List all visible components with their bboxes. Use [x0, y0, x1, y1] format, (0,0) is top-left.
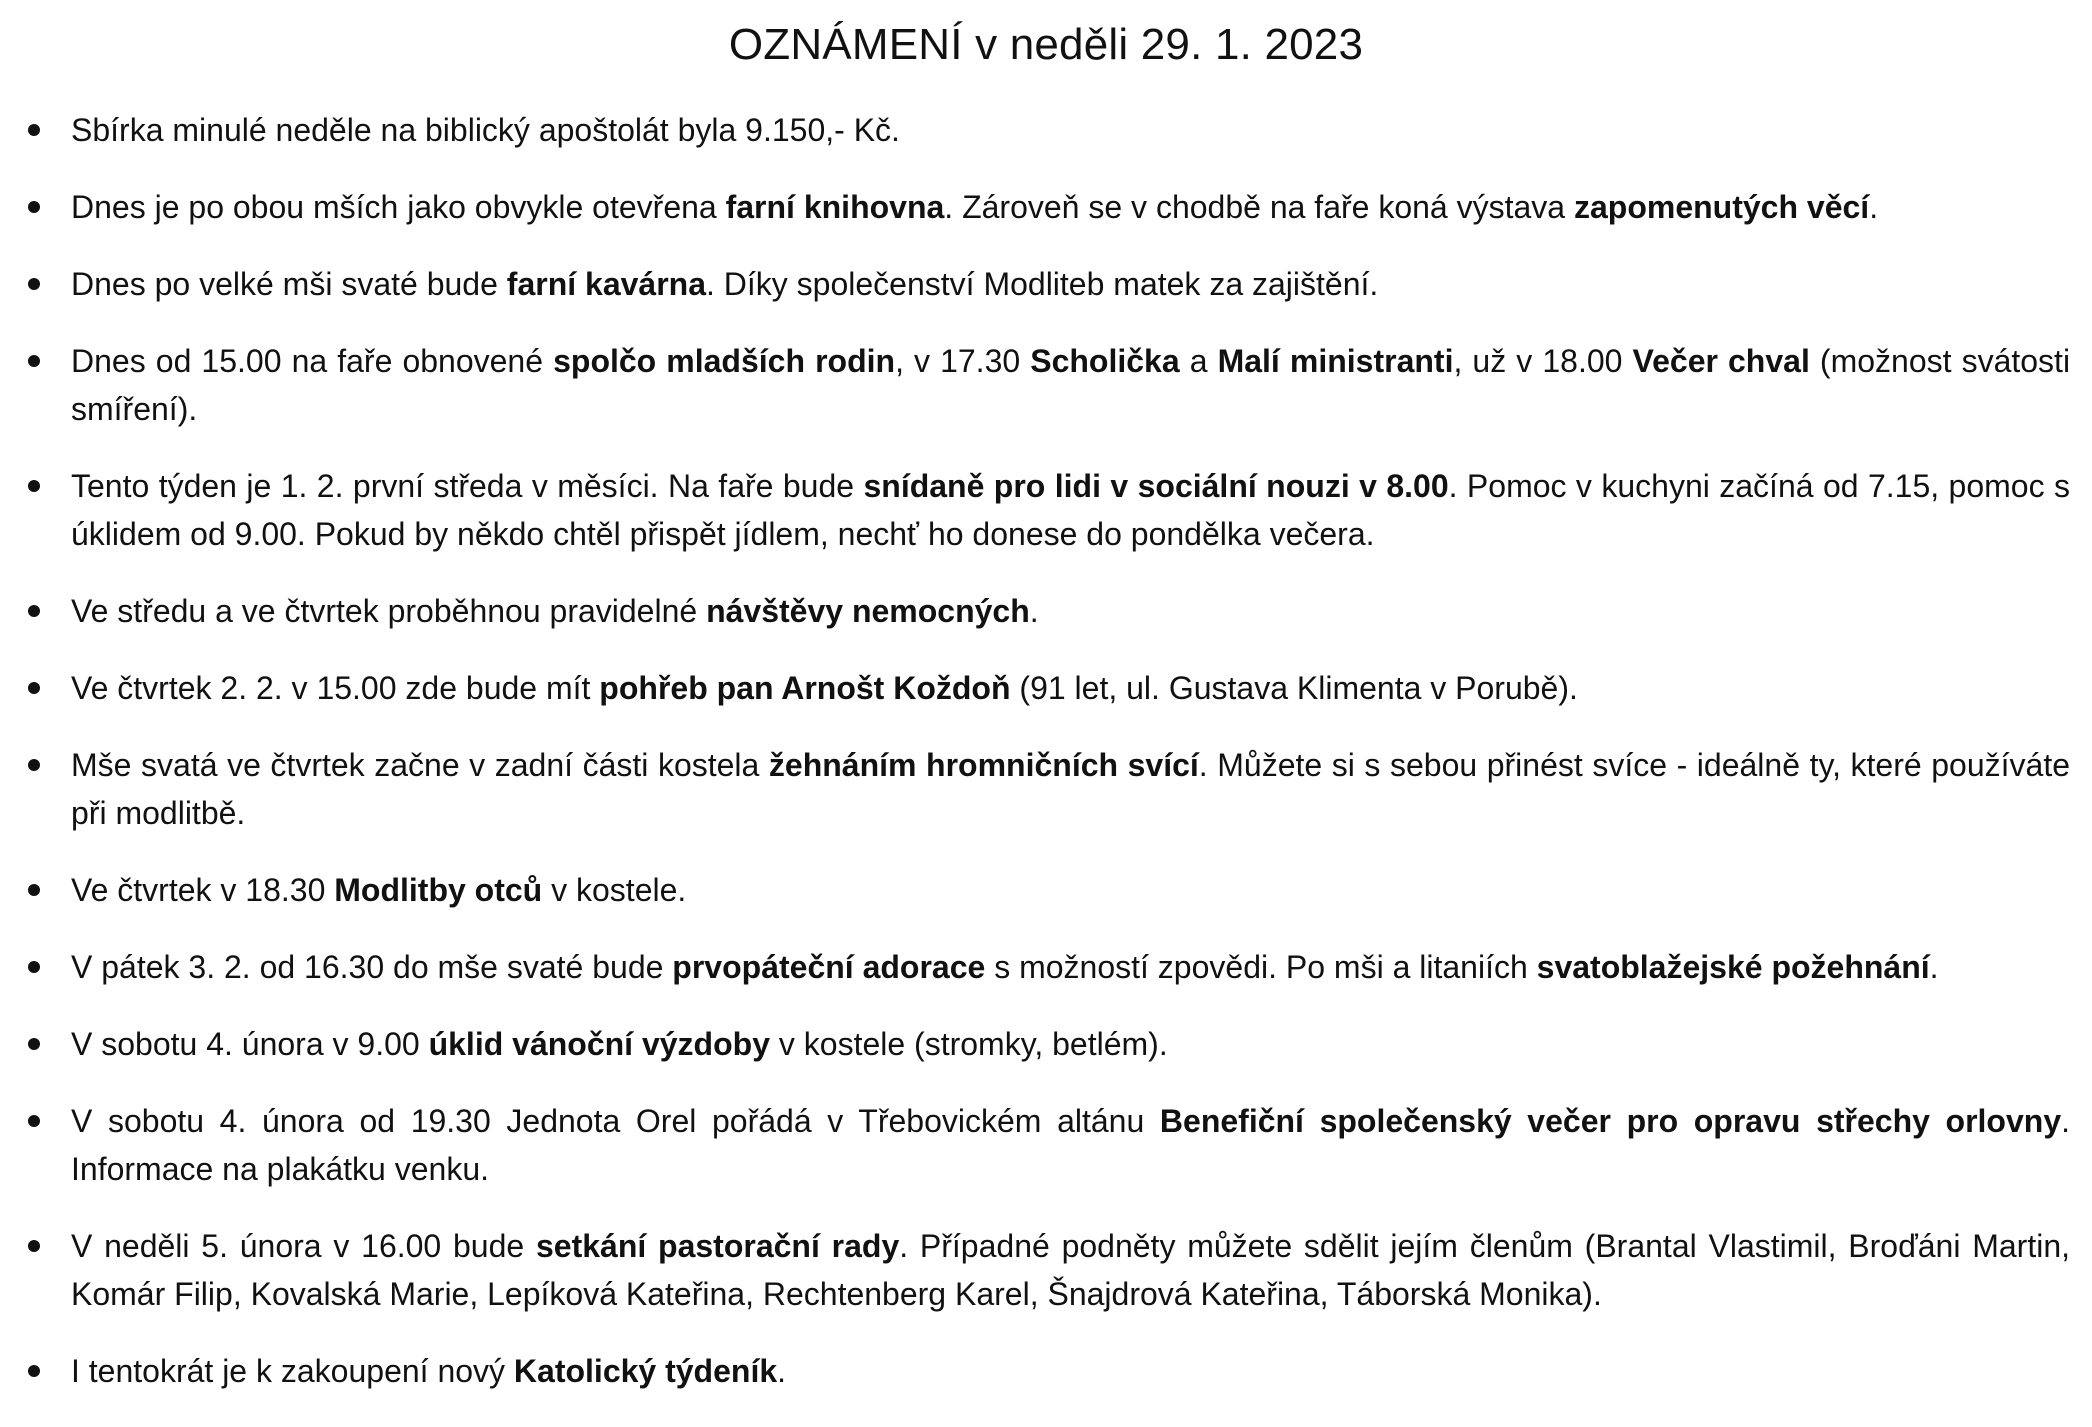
announcement-item: [0, 1347, 2070, 1395]
announcement-item: [0, 664, 2070, 712]
bullet-icon: [28, 1240, 40, 1252]
item-text: , v 17.30: [895, 343, 1031, 379]
item-text: V sobotu 4. února v 9.00: [71, 1026, 429, 1062]
highlighted-text: prvopáteční adorace: [672, 949, 986, 985]
item-text: . Můžete si s sebou přinést svíce - ideálně ty, které používáte při modlitbě.: [71, 747, 2070, 831]
item-text: Dnes od 15.00 na faře obnovené: [71, 343, 554, 379]
item-text: . Zároveň se v chodbě na faře koná výstava: [944, 189, 1574, 225]
highlighted-text: farní knihovna: [725, 189, 945, 225]
bullet-icon: [28, 480, 40, 492]
announcement-item: [0, 106, 2070, 154]
announcement-item: [0, 337, 2070, 433]
announcement-item: [0, 1020, 2070, 1068]
item-text: v kostele.: [542, 872, 687, 908]
item-text: . Díky společenství Modliteb matek za zajištění.: [706, 266, 1379, 302]
bullet-icon: [28, 605, 40, 617]
page-title: OZNÁMENÍ v neděli 29. 1. 2023: [728, 20, 1364, 69]
bullet-icon: [28, 1365, 40, 1377]
announcement-item: [0, 587, 2070, 635]
announcement-item: [0, 741, 2070, 837]
announcement-item: [0, 260, 2070, 308]
announcement-list: [0, 106, 2092, 1424]
item-text: .: [1869, 189, 1879, 225]
highlighted-text: setkání pastorační rady: [535, 1228, 900, 1264]
item-text: Sbírka minulé neděle na biblický apoštolát byla 9.150,- Kč.: [71, 112, 900, 148]
bullet-icon: [28, 1115, 40, 1127]
item-text: Ve čtvrtek v 18.30: [71, 872, 335, 908]
item-text: V sobotu 4. února od 19.30 Jednota Orel pořádá v Třebovickém altánu: [71, 1103, 1160, 1139]
item-text: Ve čtvrtek 2. 2. v 15.00 zde bude mít: [71, 670, 600, 706]
highlighted-text: farní kavárna: [506, 266, 706, 302]
item-text: Dnes je po obou mších jako obvykle otevřena: [71, 189, 726, 225]
highlighted-text: Malí ministranti: [1217, 343, 1454, 379]
highlighted-text: Scholička: [1030, 343, 1180, 379]
highlighted-text: žehnáním hromničních svící: [768, 747, 1199, 783]
item-text: V pátek 3. 2. od 16.30 do mše svaté bude: [71, 949, 673, 985]
item-text: I tentokrát je k zakoupení nový: [71, 1353, 514, 1389]
bullet-icon: [28, 1038, 40, 1050]
highlighted-text: snídaně pro lidi v sociální nouzi v 8.00: [863, 468, 1449, 504]
announcement-item: [0, 183, 2070, 231]
highlighted-text: Modlitby otců: [334, 872, 543, 908]
highlighted-text: svatoblažejské požehnání: [1536, 949, 1930, 985]
announcement-item: [0, 943, 2070, 991]
item-text: Ve středu a ve čtvrtek proběhnou pravidelné: [71, 593, 707, 629]
highlighted-text: Večer chval: [1632, 343, 1810, 379]
announcement-item: [0, 866, 2070, 914]
highlighted-text: Katolický týdeník: [513, 1353, 778, 1389]
highlighted-text: pohřeb pan Arnošt Koždoň: [599, 670, 1011, 706]
item-text: a: [1179, 343, 1218, 379]
item-text: V neděli 5. února v 16.00 bude: [71, 1228, 536, 1264]
item-text: . Pomoc v kuchyni začíná od 7.15, pomoc s úklidem od 9.00. Pokud by někdo chtěl přispět jídlem, nechť ho donese do pondělka večera.: [71, 468, 2071, 552]
bullet-icon: [28, 759, 40, 771]
item-text: Dnes po velké mši svaté bude: [71, 266, 507, 302]
bullet-icon: [28, 884, 40, 896]
item-text: , už v 18.00: [1453, 343, 1633, 379]
highlighted-text: Benefiční společenský večer pro opravu střechy orlovny: [1159, 1103, 2062, 1139]
bullet-icon: [28, 124, 40, 136]
announcement-item: [0, 1097, 2070, 1193]
item-text: (možnost svátosti smíření).: [71, 343, 2071, 427]
highlighted-text: návštěvy nemocných: [706, 593, 1030, 629]
bullet-icon: [28, 201, 40, 213]
item-text: Mše svatá ve čtvrtek začne v zadní části kostela: [71, 747, 769, 783]
highlighted-text: spolčo mladších rodin: [553, 343, 896, 379]
highlighted-text: zapomenutých věcí: [1573, 189, 1870, 225]
highlighted-text: úklid vánoční výzdoby: [428, 1026, 770, 1062]
item-text: Tento týden je 1. 2. první středa v měsíci. Na faře bude: [71, 468, 864, 504]
announcement-item: [0, 1222, 2070, 1318]
bullet-icon: [28, 278, 40, 290]
bullet-icon: [28, 961, 40, 973]
announcement-item: [0, 462, 2070, 558]
item-text: s možností zpovědi. Po mši a litaniích: [985, 949, 1537, 985]
item-text: . Informace na plakátku venku.: [71, 1103, 2071, 1187]
item-text: . Případné podněty můžete sdělit jejím členům (Brantal Vlastimil, Broďáni Martin, Komár Filip, Kovalská Marie, Lepíková Kateřina, Rechtenberg Karel, Šnajdrová Kateřina, Táborská Monika).: [71, 1228, 2071, 1312]
bullet-icon: [28, 682, 40, 694]
item-text: .: [777, 1353, 787, 1389]
item-text: .: [1029, 593, 1039, 629]
item-text: (91 let, ul. Gustava Klimenta v Porubě).: [1010, 670, 1578, 706]
item-text: .: [1929, 949, 1939, 985]
item-text: v kostele (stromky, betlém).: [769, 1026, 1168, 1062]
bullet-icon: [28, 355, 40, 367]
